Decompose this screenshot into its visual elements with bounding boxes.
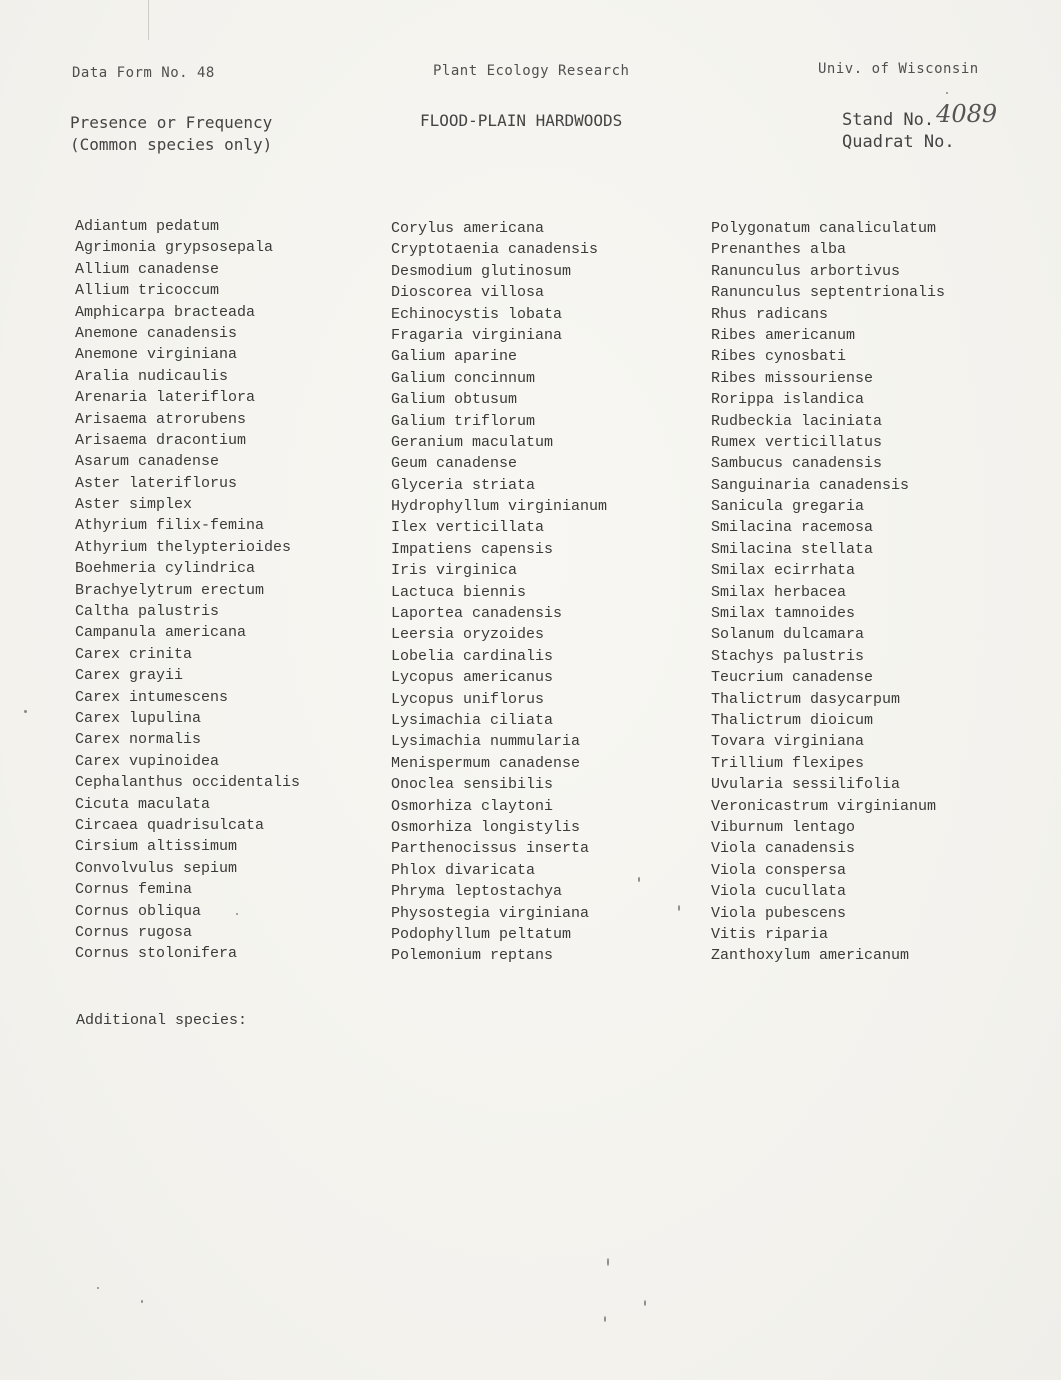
species-item: Cicuta maculata [75, 795, 211, 813]
species-item: Uvularia sessilifolia [711, 776, 901, 794]
species-item: Osmorhiza longistylis [391, 818, 581, 836]
species-item: Viburnum lentago [711, 818, 856, 836]
species-item: Glyceria striata [391, 476, 536, 494]
species-item: Smilax ecirrhata [711, 562, 856, 580]
species-item: Athyrium thelypterioides [75, 538, 292, 556]
species-item: Sanicula gregaria [711, 498, 865, 516]
species-item: Aralia nudicaulis [75, 367, 229, 385]
stand-number-handwritten: 4089 [936, 100, 998, 128]
species-item: Lycopus americanus [391, 669, 554, 687]
species-item: Cryptotaenia canadensis [391, 241, 599, 259]
species-column-3 [711, 218, 945, 967]
paper-speck [148, 0, 149, 40]
species-item: Smilacina racemosa [711, 519, 874, 537]
species-item: Phryma leptostachya [391, 883, 563, 901]
species-item: Circaea quadrisulcata [75, 816, 265, 834]
species-item: Geranium maculatum [391, 433, 554, 451]
community-title: FLOOD-PLAIN HARDWOODS [420, 111, 623, 130]
presence-frequency-note [70, 112, 272, 156]
species-item: Dioscorea villosa [391, 284, 545, 302]
paper-speck [644, 1300, 646, 1306]
species-item: Geum canadense [391, 455, 518, 473]
species-item: Physostegia virginiana [391, 904, 590, 922]
species-item: Leersia oryzoides [391, 626, 545, 644]
species-item: Anemone virginiana [75, 346, 238, 364]
species-item: Amphicarpa bracteada [75, 303, 256, 321]
paper-speck [24, 710, 27, 713]
species-item: Lobelia cardinalis [391, 647, 554, 665]
species-item: Vitis riparia [711, 925, 829, 943]
species-item: Carex lupulina [75, 709, 202, 727]
additional-species-label: Additional species: [76, 1012, 248, 1029]
quadrat-line [842, 131, 997, 153]
paper-speck [638, 877, 640, 882]
species-item: Trillium flexipes [711, 754, 865, 772]
species-item: Iris virginica [391, 562, 518, 580]
species-item: Viola conspersa [711, 861, 847, 879]
presence-line-2: (Common species only) [70, 135, 273, 154]
species-item: Convolvulus sepium [75, 859, 238, 877]
species-item: Teucrium canadense [711, 669, 874, 687]
species-item: Rudbeckia laciniata [711, 412, 883, 430]
stand-quadrat-block [842, 100, 998, 153]
species-item: Lysimachia ciliata [391, 711, 554, 729]
species-column-2 [391, 218, 607, 967]
species-item: Galium triflorum [391, 412, 536, 430]
paper-speck [236, 913, 238, 915]
species-item: Allium tricoccum [75, 282, 220, 300]
species-item: Agrimonia grypsosepala [75, 239, 274, 257]
species-item: Aster lateriflorus [75, 474, 238, 492]
species-item: Viola pubescens [711, 904, 847, 922]
species-item: Laportea canadensis [391, 605, 563, 623]
species-item: Lactuca biennis [391, 583, 527, 601]
species-item: Rorippa islandica [711, 391, 865, 409]
quadrat-label: Quadrat No. [842, 132, 955, 152]
species-item: Rumex verticillatus [711, 433, 883, 451]
species-item: Smilax tamnoides [711, 605, 856, 623]
species-column-1 [75, 216, 300, 965]
species-item: Viola cucullata [711, 883, 847, 901]
species-item: Arisaema dracontium [75, 431, 247, 449]
species-item: Allium canadense [75, 260, 220, 278]
species-item: Galium obtusum [391, 391, 518, 409]
species-item: Parthenocissus inserta [391, 840, 590, 858]
species-item: Echinocystis lobata [391, 305, 563, 323]
stand-label: Stand No. [842, 110, 935, 130]
presence-line-1: Presence or Frequency [70, 113, 273, 132]
species-item: Cephalanthus occidentalis [75, 774, 301, 792]
species-item: Aster simplex [75, 496, 193, 514]
species-item: Menispermum canadense [391, 754, 581, 772]
species-item: Ribes cynosbati [711, 348, 847, 366]
species-item: Galium aparine [391, 348, 518, 366]
species-item: Caltha palustris [75, 603, 220, 621]
species-item: Rhus radicans [711, 305, 829, 323]
species-item: Campanula americana [75, 624, 247, 642]
species-item: Lycopus uniflorus [391, 690, 545, 708]
species-item: Smilax herbacea [711, 583, 847, 601]
species-item: Thalictrum dasycarpum [711, 690, 901, 708]
species-item: Polemonium reptans [391, 947, 554, 965]
stand-line [842, 100, 998, 131]
species-item: Podophyllum peltatum [391, 925, 572, 943]
species-item: Cornus obliqua [75, 902, 202, 920]
species-item: Sanguinaria canadensis [711, 476, 910, 494]
paper-speck [97, 1287, 99, 1289]
species-item: Asarum canadense [75, 453, 220, 471]
form-number: Data Form No. 48 [72, 65, 215, 81]
paper-speck [678, 905, 680, 911]
paper-speck [946, 92, 948, 94]
lab-name: Plant Ecology Research [433, 63, 630, 79]
species-item: Ilex verticillata [391, 519, 545, 537]
species-item: Carex vupinoidea [75, 752, 220, 770]
species-item: Arenaria lateriflora [75, 389, 256, 407]
species-item: Athyrium filix-femina [75, 517, 265, 535]
species-item: Carex grayii [75, 667, 184, 685]
species-item: Viola canadensis [711, 840, 856, 858]
species-item: Anemone canadensis [75, 324, 238, 342]
species-item: Polygonatum canaliculatum [711, 220, 937, 237]
species-item: Ribes americanum [711, 326, 856, 344]
species-item: Smilacina stellata [711, 540, 874, 558]
species-item: Corylus americana [391, 220, 545, 237]
species-item: Hydrophyllum virginianum [391, 498, 608, 516]
species-item: Phlox divaricata [391, 861, 536, 879]
species-item: Brachyelytrum erectum [75, 581, 265, 599]
species-item: Sambucus canadensis [711, 455, 883, 473]
institution: Univ. of Wisconsin [818, 61, 979, 77]
species-item: Arisaema atrorubens [75, 410, 247, 428]
species-item: Carex crinita [75, 645, 193, 663]
species-item: Cornus femina [75, 881, 193, 899]
species-item: Osmorhiza claytoni [391, 797, 554, 815]
species-item: Stachys palustris [711, 647, 865, 665]
species-item: Ranunculus septentrionalis [711, 284, 946, 302]
species-item: Carex normalis [75, 731, 202, 749]
species-item: Ribes missouriense [711, 369, 874, 387]
species-item: Galium concinnum [391, 369, 536, 387]
species-item: Thalictrum dioicum [711, 711, 874, 729]
species-item: Fragaria virginiana [391, 326, 563, 344]
species-item: Cornus rugosa [75, 923, 193, 941]
species-item: Lysimachia nummularia [391, 733, 581, 751]
species-item: Zanthoxylum americanum [711, 947, 910, 965]
species-item: Cirsium altissimum [75, 838, 238, 856]
species-item: Boehmeria cylindrica [75, 560, 256, 578]
species-item: Veronicastrum virginianum [711, 797, 937, 815]
paper-speck [141, 1300, 143, 1303]
species-item: Ranunculus arbortivus [711, 262, 901, 280]
species-item: Carex intumescens [75, 688, 229, 706]
species-item: Adiantum pedatum [75, 218, 220, 235]
species-item: Solanum dulcamara [711, 626, 865, 644]
paper-speck [607, 1258, 609, 1266]
species-item: Onoclea sensibilis [391, 776, 554, 794]
species-item: Desmodium glutinosum [391, 262, 572, 280]
species-item: Impatiens capensis [391, 540, 554, 558]
species-item: Tovara virginiana [711, 733, 865, 751]
paper-speck [604, 1316, 606, 1322]
species-item: Prenanthes alba [711, 241, 847, 259]
species-item: Cornus stolonifera [75, 945, 238, 963]
